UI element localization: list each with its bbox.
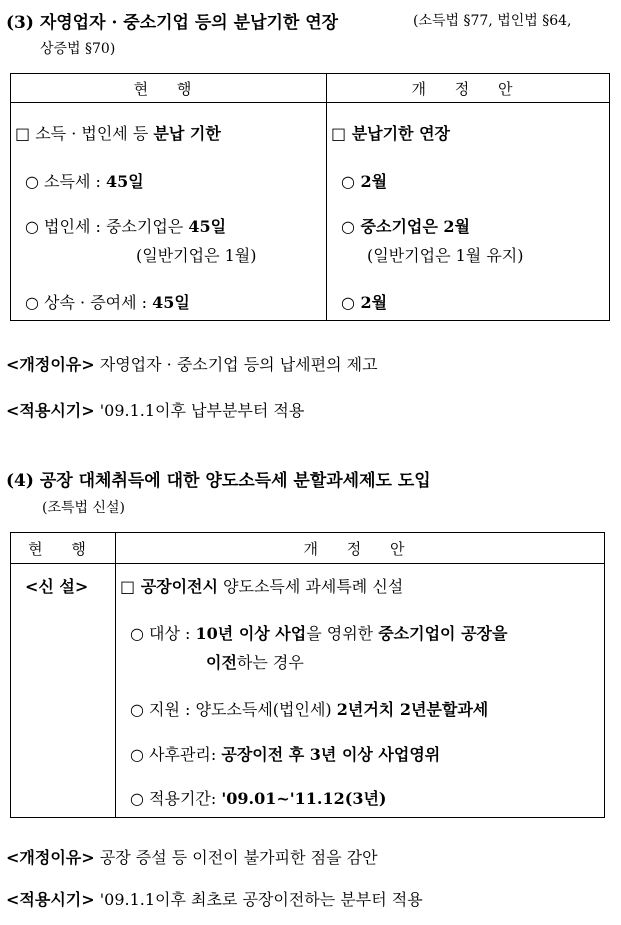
section3-effective-text: '09.1.1이후 납부분부터 적용: [99, 401, 305, 420]
section3-revised-inheritance-tax: ○ 2월: [341, 293, 388, 312]
section4-effective-text: '09.1.1이후 최초로 공장이전하는 분부터 적용: [99, 890, 423, 909]
section4-title: (4) 공장 대체취득에 대한 양도소득세 분할과세제도 도입: [6, 471, 431, 491]
section4-table: [10, 532, 605, 818]
section3-revised-corporate-note: (일반기업은 1월 유지): [367, 246, 524, 265]
section4-reason-label: <개정이유>: [6, 848, 95, 867]
section4-effective: [6, 887, 423, 910]
section4-reason-text: 공장 증설 등 이전이 불가피한 점을 감안: [99, 848, 378, 867]
section3-reference-cont: 상증법 §70): [40, 41, 116, 57]
section3-effective-label: <적용시기>: [6, 401, 95, 420]
section3-title: (3) 자영업자 · 중소기업 등의 분납기한 연장: [6, 13, 339, 33]
section3-effective: [6, 398, 304, 421]
section3-revised-cell: [327, 103, 610, 321]
section4-effective-label: <적용시기>: [6, 890, 95, 909]
section4-revised-cell: [116, 564, 605, 818]
section4-current-new: <신 설>: [25, 577, 89, 596]
section3-revised-income-tax: ○ 2월: [341, 172, 388, 191]
section4-revised-period: ○ 적용기간: '09.01~'11.12(3년): [130, 789, 387, 808]
section3-reason-label: <개정이유>: [6, 355, 95, 374]
section3-current-corporate-tax: ○ 법인세 : 중소기업은 45일: [25, 217, 227, 236]
section3-reference: (소득법 §77, 법인법 §64,: [413, 13, 572, 29]
section4-current-cell: [11, 564, 116, 818]
section4-revised-target-cont: 이전하는 경우: [206, 653, 304, 672]
section3-current-cell: [11, 103, 327, 321]
section3-current-income-tax: ○ 소득세 : 45일: [25, 172, 144, 191]
section3-current-inheritance-tax: ○ 상속 · 증여세 : 45일: [25, 293, 190, 312]
section4-reason: [6, 845, 378, 868]
section3-header-current: 현 행: [11, 74, 327, 103]
section4-revised-post-management: ○ 사후관리: 공장이전 후 3년 이상 사업영위: [130, 745, 441, 764]
section3-reason: [6, 352, 378, 375]
section3-current-corporate-note: (일반기업은 1월): [136, 246, 257, 265]
section3-reason-text: 자영업자 · 중소기업 등의 납세편의 제고: [99, 355, 378, 374]
section3-table: [10, 73, 610, 321]
section3-header-revised: 개 정 안: [327, 74, 610, 103]
section4-revised-item: □ 공장이전시 양도소득세 과세특례 신설: [120, 577, 404, 596]
section4-header-revised: 개 정 안: [116, 533, 605, 564]
section3-current-item: □ 소득 · 법인세 등 분납 기한: [15, 124, 221, 143]
section3-revised-corporate-tax: ○ 중소기업은 2월: [341, 217, 470, 236]
section4-reference: (조특법 신설): [42, 500, 125, 516]
section4-revised-support: ○ 지원 : 양도소득세(법인세) 2년거치 2년분할과세: [130, 700, 489, 719]
section4-header-current: 현 행: [11, 533, 116, 564]
section3-revised-item: □ 분납기한 연장: [331, 124, 450, 143]
section4-revised-target: ○ 대상 : 10년 이상 사업을 영위한 중소기업이 공장을: [130, 624, 508, 643]
